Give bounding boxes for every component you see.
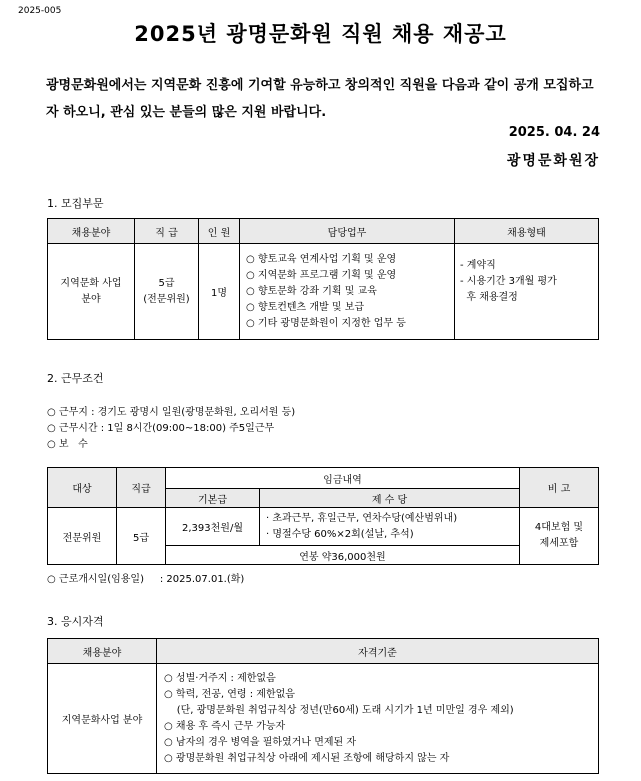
pay-h-base: 기본급	[166, 489, 260, 508]
rank-sub: (전문위원)	[143, 293, 190, 305]
start-date: ○ 근로개시일(임용일) : 2025.07.01.(화)	[47, 574, 245, 585]
header-field: 채용분야	[48, 219, 135, 244]
allowance-item: · 명절수당 60%×2회(설날, 추석)	[266, 528, 414, 540]
type-item: - 계약직	[460, 260, 496, 271]
header-duties: 담당업무	[240, 219, 455, 244]
pay-h-note: 비 고	[520, 468, 599, 508]
section3-title: 3. 응시자격	[47, 615, 104, 628]
criteria-item: ○ 학력, 전공, 연령 : 제한없음	[164, 688, 295, 700]
allowance-item: · 초과근무, 휴일근무, 연차수당(예산범위내)	[266, 512, 458, 524]
work-conditions	[47, 405, 295, 453]
pay-h-wage: 임금내역	[166, 468, 520, 489]
section2-title: 2. 근무조건	[47, 372, 104, 385]
header-rank: 직 급	[135, 219, 199, 244]
pay-allowances	[260, 508, 520, 546]
qual-field: 지역문화사업 분야	[48, 664, 157, 774]
page-title: 2025년 광명문화원 직원 채용 재공고	[134, 22, 507, 46]
pay-rank: 5급	[117, 508, 166, 565]
qual-h-criteria: 자격기준	[157, 639, 599, 664]
work-place: ○ 근무지 : 경기도 광명시 일원(광명문화원, 오리서원 등)	[47, 407, 296, 418]
work-hours: ○ 근무시간 : 1일 8시간(09:00~18:00) 주5일근무	[47, 423, 275, 434]
duty-item: ○ 향토컨텐츠 개발 및 보급	[246, 301, 365, 313]
pay-target: 전문위원	[48, 508, 117, 565]
field-cell	[48, 244, 135, 340]
note-line: 4대보험 및	[534, 522, 584, 533]
pay-table	[47, 467, 599, 565]
field-value: 지역문화 사업 분야	[60, 277, 122, 305]
type-item: 후 채용결정	[460, 292, 518, 303]
duty-item: ○ 향토문화 강좌 기획 및 교육	[246, 285, 377, 297]
rank-cell	[135, 244, 199, 340]
qual-criteria	[157, 664, 599, 774]
criteria-item: ○ 남자의 경우 병역을 필하였거나 면제된 자	[164, 736, 357, 748]
pay-h-target: 대상	[48, 468, 117, 508]
duty-item: ○ 기타 광명문화원이 지정한 업무 등	[246, 317, 406, 329]
qual-h-field: 채용분야	[48, 639, 157, 664]
type-cell	[455, 244, 599, 340]
header-type: 채용형태	[455, 219, 599, 244]
pay-h-allow: 제 수 당	[260, 489, 520, 508]
qualification-table	[47, 638, 599, 774]
notice-date: 2025. 04. 24	[508, 125, 600, 140]
section1-title: 1. 모집부문	[47, 197, 104, 210]
header-count: 인 원	[199, 219, 240, 244]
pay-annual: 연봉 약36,000천원	[166, 546, 520, 565]
note-line: 제세포함	[539, 538, 579, 549]
issuer-name: 광명문화원장	[506, 153, 600, 169]
pay-h-rank: 직급	[117, 468, 166, 508]
duty-item: ○ 지역문화 프로그램 기획 및 운영	[246, 269, 397, 281]
pay-note	[520, 508, 599, 565]
type-item: - 시용기간 3개월 평가	[460, 276, 557, 287]
criteria-item: ○ 성별·거주지 : 제한없음	[164, 672, 276, 684]
pay-base: 2,393천원/월	[166, 508, 260, 546]
count-cell: 1명	[199, 244, 240, 340]
duty-item: ○ 향토교육 연계사업 기획 및 운영	[246, 253, 397, 265]
intro-paragraph: 광명문화원에서는 지역문화 진흥에 기여할 유능하고 창의적인 직원을 다음과 같이 공개 모집하고자 하오니, 관심 있는 분들의 많은 지원 바랍니다.	[46, 78, 594, 120]
document-number: 2025-005	[18, 6, 62, 16]
criteria-item: ○ 채용 후 즉시 근무 가능자	[164, 720, 286, 732]
recruit-table	[47, 218, 599, 340]
criteria-item: (단, 광명문화원 취업규칙상 정년(만60세) 도래 시기가 1년 미만일 경우 제외)	[164, 704, 514, 716]
rank-value: 5급	[158, 277, 175, 289]
duties-cell	[240, 244, 455, 340]
pay-label: ○ 보 수	[47, 439, 88, 450]
criteria-item: ○ 광명문화원 취업규칙상 아래에 제시된 조항에 해당하지 않는 자	[164, 752, 450, 764]
